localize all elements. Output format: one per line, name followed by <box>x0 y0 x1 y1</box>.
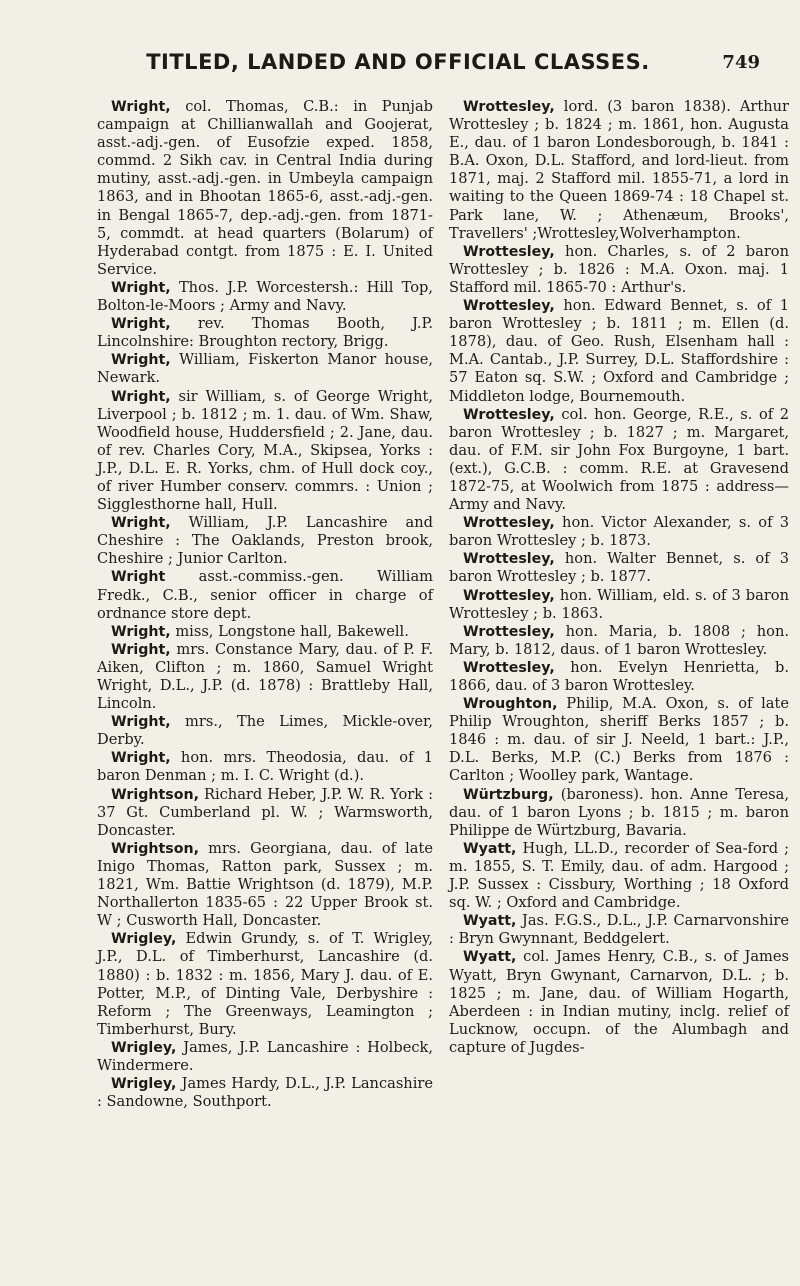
directory-entry <box>97 315 433 351</box>
directory-entry <box>449 912 789 948</box>
directory-entry <box>97 840 433 930</box>
entry-headword: Wrigley, <box>111 931 177 948</box>
entry-text: col. hon. George, R.E., s. of 2 baron Wrottesley ; b. 1827 ; m. Margaret, dau. of F.M. sir John Fox Burgoyne, 1 bart. (ext.), G.C.B. : comm. R.E. at Gravesend 1872-75, at Woolwich from 1875 : address—Army and Navy. <box>449 405 789 514</box>
entry-headword: Wright, <box>111 641 171 658</box>
directory-entry <box>449 587 789 623</box>
directory-entry <box>449 98 789 243</box>
directory-entry <box>97 930 433 1039</box>
entry-headword: Wrottesley, <box>463 551 555 568</box>
entry-headword: Wyatt, <box>463 913 517 930</box>
directory-entry <box>97 1039 433 1075</box>
entry-headword: Wright, <box>111 623 171 640</box>
directory-entry <box>449 948 789 1057</box>
entry-headword: Wright <box>111 569 166 586</box>
entry-headword: Wright, <box>111 352 171 369</box>
entry-text: hon. Evelyn Henrietta, b. 1866, dau. of 3 baron Wrottesley. <box>449 658 789 694</box>
directory-entry <box>449 243 789 297</box>
entry-headword: Wright, <box>111 388 171 405</box>
directory-entry <box>449 514 789 550</box>
entry-headword: Wrigley, <box>111 1039 177 1056</box>
entry-text: William, Fiskerton Manor house, Newark. <box>97 351 433 387</box>
entry-headword: Wyatt, <box>463 840 517 857</box>
entry-headword: Wrottesley, <box>463 587 555 604</box>
entry-text: mrs., The Limes, Mickle-over, Derby. <box>97 713 433 749</box>
entry-headword: Wrightson, <box>111 786 199 803</box>
running-head <box>96 50 760 90</box>
directory-entry <box>97 641 433 713</box>
entry-text: Philip, M.A. Oxon, s. of late Philip Wroughton, sheriff Berks 1857 ; b. 1846 : m. dau. of sir J. Neeld, 1 bart.: J.P., D.L. Berks, M.P. (C.) Berks from 1876 : Carlton ; Woolley park, Wantage. <box>449 695 789 785</box>
entry-headword: Wrottesley, <box>463 243 555 260</box>
directory-entry <box>449 406 789 515</box>
page-number: 749 <box>722 52 760 73</box>
entry-headword: Wrottesley, <box>463 298 555 315</box>
entry-headword: Wright, <box>111 714 171 731</box>
entry-text: Thos. J.P. Worcestersh.: Hill Top, Bolton-le-Moors ; Army and Navy. <box>97 278 433 315</box>
entry-headword: Wrightson, <box>111 840 199 857</box>
directory-entry <box>97 623 433 641</box>
entry-text: hon. mrs. Theodosia, dau. of 1 baron Denman ; m. I. C. Wright (d.). <box>97 749 433 785</box>
entry-headword: Wright, <box>111 750 171 767</box>
entry-text: hon. Maria, b. 1808 ; hon. Mary, b. 1812, daus. of 1 baron Wrottesley. <box>449 622 789 658</box>
entry-headword: Wrottesley, <box>463 623 555 640</box>
directory-entry <box>97 568 433 622</box>
directory-entry <box>97 749 433 785</box>
entry-text: mrs. Constance Mary, dau. of P. F. Aiken, Clifton ; m. 1860, Samuel Wright Wright, D.L., J.P. (d. 1878) : Brattleby Hall, Lincoln. <box>97 640 433 713</box>
entry-text: asst.-commiss.-gen. William Fredk., C.B., senior officer in charge of ordnance store dept. <box>97 568 433 622</box>
entry-headword: Wrottesley, <box>463 515 555 532</box>
entry-headword: Wyatt, <box>463 949 517 966</box>
entry-text: William, J.P. Lancashire and Cheshire : The Oaklands, Preston brook, Cheshire ; Junior Carlton. <box>97 514 433 568</box>
entry-headword: Wroughton, <box>463 696 558 713</box>
entry-headword: Wrottesley, <box>463 406 555 423</box>
directory-entry <box>97 514 433 568</box>
entry-headword: Wrigley, <box>111 1076 177 1093</box>
entry-text: hon. Walter Bennet, s. of 3 baron Wrottesley ; b. 1877. <box>449 550 789 586</box>
directory-entry <box>449 550 789 586</box>
entry-headword: Wright, <box>111 515 171 532</box>
directory-entry <box>97 713 433 749</box>
entry-text: hon. Edward Bennet, s. of 1 baron Wrottesley ; b. 1811 ; m. Ellen (d. 1878), dau. of Geo. Rush, Elsenham hall : M.A. Cantab., J.P. Surrey, D.L. Staffordshire : 57 Eaton sq. S.W. ; Oxford and Cambridge ; Middleton lodge, Bournemouth. <box>449 297 789 405</box>
entry-headword: Wright, <box>111 316 171 333</box>
entry-text: hon. William, eld. s. of 3 baron Wrottesley ; b. 1863. <box>449 586 789 622</box>
running-title: TITLED, LANDED AND OFFICIAL CLASSES. <box>146 50 650 74</box>
directory-entry <box>449 840 789 912</box>
entry-text: col. Thomas, C.B.: in Punjab campaign at Chillianwallah and Goojerat, asst.-adj.-gen. of Eusofzie exped. 1858, commd. 2 Sikh cav. in Central India during mutiny, asst.-adj.-gen. in Umbeyla campaign 1863, and in Bhootan 1865-6, asst.-adj.-gen. in Bengal 1865-7, dep.-adj.-gen. from 1871-5, commdt. at head quarters (Bolarum) of Hyderabad contgt. from 1875 : E. I. United Service. <box>97 98 433 278</box>
entry-headword: Wright, <box>111 99 171 115</box>
entry-text: James Hardy, D.L., J.P. Lancashire : Sandowne, Southport. <box>97 1075 433 1111</box>
directory-entry <box>449 659 789 695</box>
entry-text: Jas. F.G.S., D.L., J.P. Carnarvonshire : Bryn Gwynnant, Beddgelert. <box>449 912 789 948</box>
directory-entry <box>97 1075 433 1111</box>
right-column <box>449 98 789 1057</box>
entry-text: miss, Longstone hall, Bakewell. <box>170 622 409 640</box>
directory-entry <box>449 623 789 659</box>
entry-headword: Wrottesley, <box>463 99 555 115</box>
entry-text: col. James Henry, C.B., s. of James Wyatt, Bryn Gwynant, Carnarvon, D.L. ; b. 1825 ; m. Jane, dau. of William Hogarth, Aberdeen : in Indian mutiny, inclg. relief of Lucknow, occupn. of the Alumbagh and capture of Jugdes- <box>449 948 789 1056</box>
directory-entry <box>97 786 433 840</box>
directory-entry <box>97 351 433 387</box>
entry-headword: Wright, <box>111 279 171 296</box>
directory-entry <box>449 297 789 406</box>
directory-entry <box>97 279 433 315</box>
entry-text: hon. Victor Alexander, s. of 3 baron Wrottesley ; b. 1873. <box>449 514 789 550</box>
left-column <box>97 98 433 1111</box>
directory-entry <box>97 388 433 515</box>
directory-entry <box>449 786 789 840</box>
entry-text: (baroness). hon. Anne Teresa, dau. of 1 baron Lyons ; b. 1815 ; m. baron Philippe de Würtzburg, Bavaria. <box>449 785 789 839</box>
entry-text: sir William, s. of George Wright, Liverpool ; b. 1812 ; m. 1. dau. of Wm. Shaw, Woodfield house, Huddersfield ; 2. Jane, dau. of rev. Charles Cory, M.A., Skipsea, Yorks : J.P., D.L. E. R. Yorks, chm. of Hull dock coy., of river Humber conserv. commrs. : Union ; Sigglesthorne hall, Hull. <box>97 387 433 514</box>
entry-text: Hugh, LL.D., recorder of Sea-ford ; m. 1855, S. T. Emily, dau. of adm. Hargood ; J.P. Sussex : Cissbury, Worthing ; 18 Oxford sq. W. ; Oxford and Cambridge. <box>449 839 789 912</box>
entry-text: mrs. Georgiana, dau. of late Inigo Thomas, Ratton park, Sussex ; m. 1821, Wm. Battie Wrightson (d. 1879), M.P. Northallerton 1835-65 : 22 Upper Brook st. W ; Cusworth Hall, Doncaster. <box>97 839 433 930</box>
directory-entry <box>97 98 433 279</box>
entry-headword: Wrottesley, <box>463 659 555 676</box>
entry-text: hon. Charles, s. of 2 baron Wrottesley ; b. 1826 : M.A. Oxon. maj. 1 Stafford mil. 1865-70 : Arthur's. <box>449 242 789 296</box>
directory-entry <box>449 695 789 785</box>
entry-text: lord. (3 baron 1838). Arthur Wrottesley ; b. 1824 ; m. 1861, hon. Augusta E., dau. of 1 baron Londesborough, b. 1841 : B.A. Oxon, D.L. Stafford, and lord-lieut. from 1871, maj. 2 Stafford mil. 1855-71, a lord in waiting to the Queen 1869-74 : 18 Chapel st. Park lane, W. ; Athenæum, Brooks', Travellers' ;Wrottesley,Wolverhampton. <box>449 98 789 242</box>
entry-text: Richard Heber, J.P. W. R. York : 37 Gt. Cumberland pl. W. ; Warmsworth, Doncaster. <box>97 785 433 839</box>
entry-headword: Würtzburg, <box>463 786 554 803</box>
entry-text: James, J.P. Lancashire : Holbeck, Windermere. <box>97 1038 433 1074</box>
entry-text: Edwin Grundy, s. of T. Wrigley, J.P., D.L. of Timberhurst, Lancashire (d. 1880) : b. 1832 : m. 1856, Mary J. dau. of E. Potter, M.P., of Dinting Vale, Derbyshire : Reform ; The Greenways, Leamington ; Timberhurst, Bury. <box>97 930 433 1038</box>
entry-text: rev. Thomas Booth, J.P. Lincolnshire: Broughton rectory, Brigg. <box>97 315 433 351</box>
